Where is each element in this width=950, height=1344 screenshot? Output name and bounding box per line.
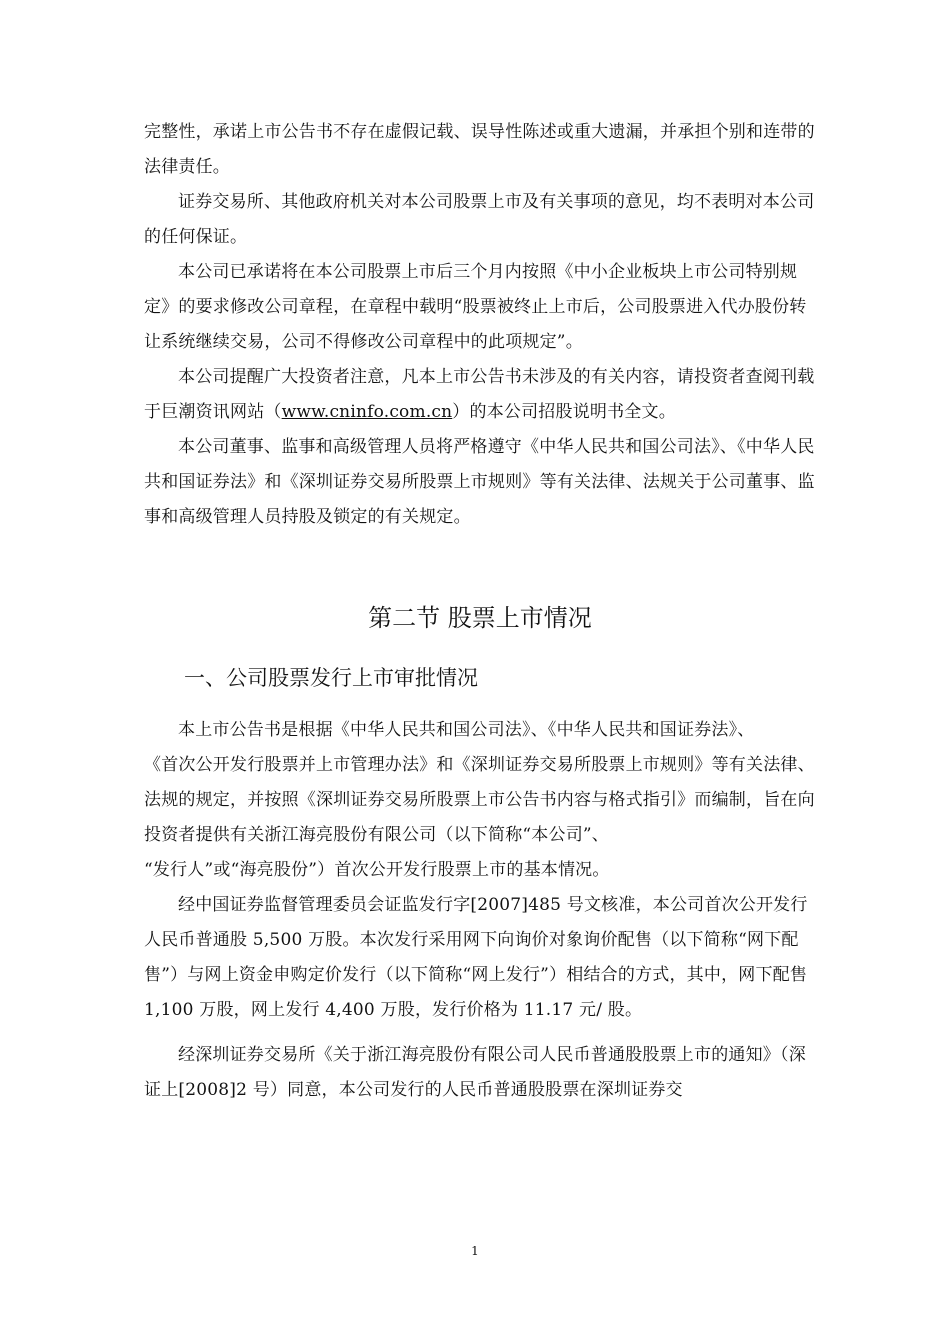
top-text-block — [144, 115, 816, 535]
paragraph-responsibility-continued: 完整性，承诺上市公告书不存在虚假记载、误导性陈述或重大遗漏，并承担个别和连带的法律责任。 — [144, 122, 815, 177]
paragraph-investor-notice — [144, 360, 816, 430]
paragraph-legal-basis-start: 本上市公告书是根据《中华人民共和国公司法》、《中华人民共和国证券法》、 — [178, 720, 755, 740]
paragraph-basic-situation: “发行人”或“海亮股份”）首次公开发行股票上市的基本情况。 — [144, 860, 610, 880]
section-title: 第二节 股票上市情况 — [368, 604, 592, 632]
paragraph-issuance-approval: 经中国证券监督管理委员会证监发行字[2007]485 号文核准，本公司首次公开发行人民币普通股 5,500 万股。本次发行采用网下向询价对象询价配售（以下简称“网下配售”）与网上资金申购定价发行（以下简称“网上发行”）相结合的方式，其中，网下配售 1,100 万股，网上发行 4,400 万股，发行价格为 11.17 元/ 股。 — [144, 895, 808, 1020]
paragraph-articles-amendment: 本公司已承诺将在本公司股票上市后三个月内按照《中小企业板块上市公司特别规定》的要求修改公司章程，在章程中载明“股票被终止上市后，公司股票进入代办股份转让系统继续交易，公司不得修改公司章程中的此项规定”。 — [144, 262, 807, 352]
paragraph-no-guarantee: 证券交易所、其他政府机关对本公司股票上市及有关事项的意见，均不表明对本公司的任何保证。 — [144, 192, 815, 247]
paragraph-legal-basis-continued: 《首次公开发行股票并上市管理办法》和《深圳证券交易所股票上市规则》等有关法律、法规的规定，并按照《深圳证券交易所股票上市公告书内容与格式指引》而编制，旨在向投资者提供有关浙江海亮股份有限公司（以下简称“本公司”、 — [144, 755, 815, 845]
body-text-block — [144, 713, 816, 1108]
page-number: 1 — [471, 1244, 479, 1258]
paragraph-shareholding-rules: 本公司董事、监事和高级管理人员将严格遵守《中华人民共和国公司法》、《中华人民共和国证券法》和《深圳证券交易所股票上市规则》等有关法律、法规关于公司董事、监事和高级管理人员持股及锁定的有关规定。 — [144, 437, 815, 527]
paragraph-listing-approval: 经深圳证券交易所《关于浙江海亮股份有限公司人民币普通股股票上市的通知》（深证上[2008]2 号）同意，本公司发行的人民币普通股股票在深圳证券交 — [144, 1045, 806, 1100]
subsection-title: 一、公司股票发行上市审批情况 — [184, 666, 478, 690]
cninfo-link[interactable]: www.cninfo.com.cn — [281, 402, 453, 422]
investor-notice-text-before: 本公司提醒广大投资者注意，凡本上市公告书未涉及的有关内容，请投资者查阅刊载于巨潮资讯网站（ — [144, 367, 815, 422]
investor-notice-text-after: ）的本公司招股说明书全文。 — [452, 402, 676, 422]
